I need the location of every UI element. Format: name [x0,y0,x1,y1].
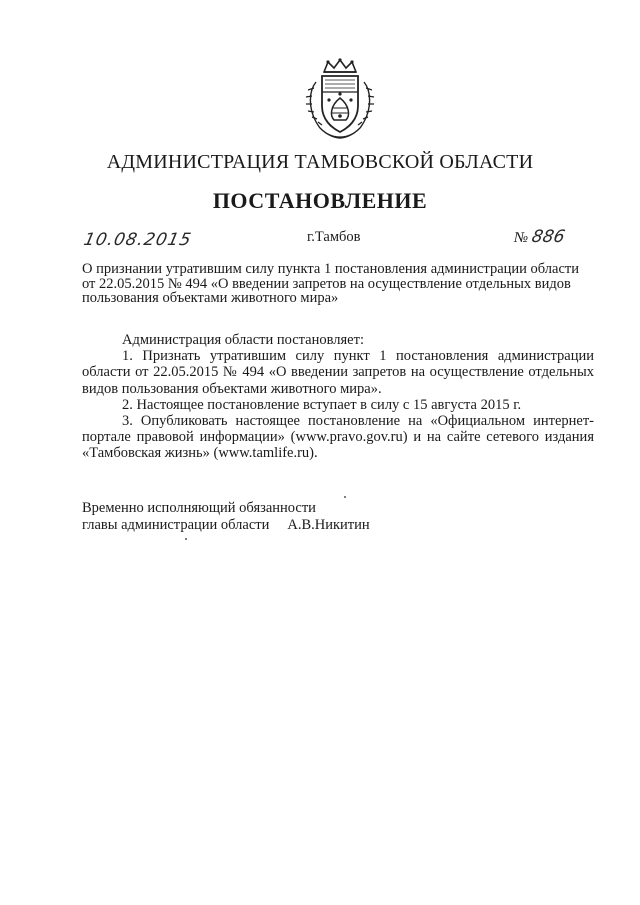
body-preamble: Администрация области постановляет: [122,332,364,348]
document-body [82,332,594,462]
body-item: 2. Настоящее постановление вступает в силу с 15 августа 2015 г. [122,396,522,413]
document-city: г.Тамбов [307,229,361,245]
signer-position-line-1: Временно исполняющий обязанности [82,500,316,516]
coat-of-arms-icon [302,58,378,140]
scan-speck [344,496,346,498]
document-number [514,227,565,247]
number-sign: № [514,230,529,246]
body-item: 1. Признать утратившим силу пункт 1 постановления администрации области от 22.05.2015 № 494 «О введении запретов на осуществление отдельных видов пользования объектами животного мира». [82,348,594,397]
signature-block [82,500,370,534]
number-value: 886 [530,227,567,247]
subject-line: от 22.05.2015 № 494 «О введении запретов на осуществление отдельных видов [82,275,571,292]
signer-position-line-2: главы администрации области [82,517,270,533]
body-item: 3. Опубликовать настоящее постановление на «Официальном интернет-портале правовой информации» (www.pravo.gov.ru) и на сайте сетевого издания «Тамбовская жизнь» (www.tamlife.ru). [82,413,594,462]
document-subject [82,262,592,306]
organization-title: АДМИНИСТРАЦИЯ ТАМБОВСКОЙ ОБЛАСТИ [106,151,534,173]
document-date: 10.08.2015 [81,230,194,250]
subject-line: пользования объектами животного мира» [82,290,339,306]
subject-line: О признании утратившим силу пункта 1 постановления администрации области [82,261,580,277]
signer-name: А.В.Никитин [287,517,370,533]
document-type-heading: ПОСТАНОВЛЕНИЕ [212,188,428,213]
scan-speck [185,538,187,540]
